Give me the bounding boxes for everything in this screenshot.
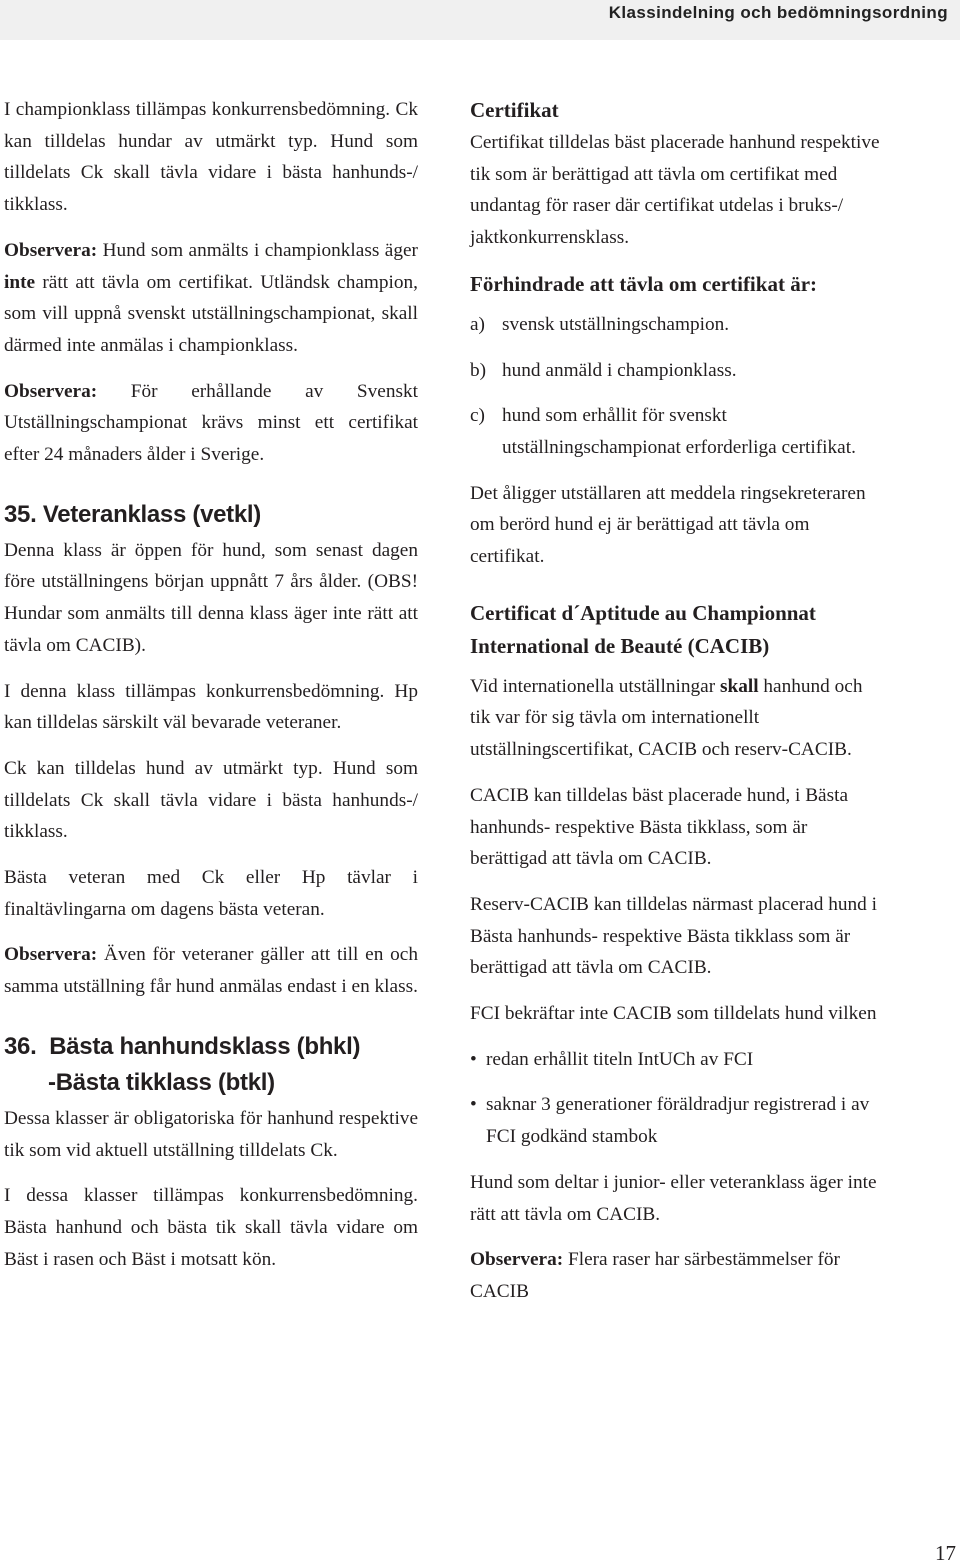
bullet-text: saknar 3 generationer föräldradjur registrerad i av FCI godkänd stambok bbox=[486, 1094, 870, 1148]
bhkl-paragraph-1: Dessa klasser är obligatoriska för hanhund respektive tik som vid aktuell utställning tilldelats Ck. bbox=[4, 1107, 418, 1161]
observera-text-bold: inte bbox=[4, 271, 36, 293]
observera-label: Observera: bbox=[470, 1249, 564, 1271]
observera-text: För erhållande av Svenskt Utställningschampionat krävs minst ett certifikat efter 24 månaders ålder i Sverige. bbox=[4, 380, 418, 466]
fci-bullet-1 bbox=[470, 1044, 882, 1076]
veteran-paragraph-3: Ck kan tilldelas hund av utmärkt typ. Hund som tilldelats Ck skall tävla vidare i bästa hanhunds-/ tikklass. bbox=[4, 757, 418, 843]
page-number: 17 bbox=[935, 1541, 956, 1565]
bullet-icon: • bbox=[470, 1048, 477, 1070]
cacib-heading-line-1: Certificat d´Aptitude au Championnat bbox=[470, 600, 816, 625]
cacib-paragraph-2: CACIB kan tilldelas bäst placerade hund, i Bästa hanhunds- respektive Bästa tikklass, som är berättigad att tävla om CACIB. bbox=[470, 784, 849, 870]
observera-text: Även för veteraner gäller att till en och samma utställning får hund anmälas endast i en klass. bbox=[4, 944, 418, 998]
certifikat-paragraph: Certifikat tilldelas bäst placerade hanhund respektive tik som är berättigad att tävla om certifikat med undantag för raser där certifikat utdelas i bruks-/ jaktkonkurrensklass. bbox=[470, 132, 880, 249]
section-36-heading-line-2: -Bästa tikklass (btkl) bbox=[48, 1068, 275, 1096]
observera-label: Observera: bbox=[4, 380, 98, 402]
observera-text-pre: Hund som anmälts i championklass äger bbox=[102, 239, 418, 261]
cacib-paragraph-1 bbox=[470, 671, 882, 766]
list-marker: b) bbox=[470, 359, 487, 381]
list-marker: a) bbox=[470, 313, 485, 335]
section-36-heading-line-1 bbox=[4, 1029, 418, 1065]
list-marker: c) bbox=[470, 405, 485, 427]
cacib-observera-paragraph bbox=[470, 1244, 882, 1307]
championklass-paragraph: I championklass tillämpas konkurrensbedömning. Ck kan tilldelas hundar av utmärkt typ. Hund som tilldelats Ck skall tävla vidare i bästa hanhunds-/ tikklass. bbox=[4, 99, 418, 216]
prevent-heading: Förhindrade att tävla om certifikat är: bbox=[470, 271, 818, 296]
veteran-paragraph-2: I denna klass tillämpas konkurrensbedömning. Hp kan tilldelas särskilt väl bevarade veteraner. bbox=[4, 680, 418, 734]
veteran-observera-paragraph bbox=[4, 939, 418, 1002]
running-header bbox=[0, 0, 960, 40]
observera-label: Observera: bbox=[4, 239, 98, 261]
list-text: hund anmäld i championklass. bbox=[502, 359, 737, 381]
observera-champion-paragraph bbox=[4, 376, 418, 471]
observera-text-post: rätt att tävla om certifikat. Utländsk champion, som vill uppnå svenskt utställningschampionat, skall därmed inte anmälas i championklass. bbox=[4, 271, 419, 356]
section-36-title: Bästa hanhundsklass (bhkl) bbox=[49, 1032, 361, 1060]
observera-text: Flera raser har särbestämmelser för CACIB bbox=[470, 1249, 840, 1302]
veteran-paragraph-1: Denna klass är öppen för hund, som senast dagen före utställningens början uppnått 7 års ålder. (OBS! Hundar som anmälts till denna klass äger inte rätt att tävla om CACIB). bbox=[4, 539, 418, 656]
section-35-heading: 35. Veteranklass (vetkl) bbox=[4, 500, 261, 528]
fci-bullet-2 bbox=[470, 1089, 882, 1152]
running-header-title: Klassindelning och bedömningsordning bbox=[608, 3, 948, 22]
observera-label: Observera: bbox=[4, 944, 98, 966]
right-column bbox=[470, 94, 882, 1322]
ringsekreterare-paragraph: Det åligger utställaren att meddela ringsekreteraren om berörd hund ej är berättigad att tävla om certifikat. bbox=[470, 482, 866, 568]
prevent-item-a bbox=[470, 309, 882, 341]
cacib-text-post: hanhund och tik var för sig tävla om internationellt utställningscertifikat, CACIB och reserv-CACIB. bbox=[470, 675, 863, 761]
bullet-text: redan erhållit titeln IntUCh av FCI bbox=[486, 1048, 754, 1070]
section-36-heading bbox=[4, 1029, 418, 1101]
cacib-paragraph-3: Reserv-CACIB kan tilldelas närmast placerad hund i Bästa hanhunds- respektive Bästa tikklass som är berättigad att tävla om CACIB. bbox=[470, 893, 877, 979]
certifikat-heading: Certifikat bbox=[470, 98, 559, 122]
cacib-text-pre: Vid internationella utställningar bbox=[470, 675, 716, 697]
fci-paragraph: FCI bekräftar inte CACIB som tilldelats hund vilken bbox=[470, 1003, 877, 1025]
left-column bbox=[4, 94, 418, 1289]
prevent-item-b bbox=[470, 355, 882, 387]
list-text: svensk utställningschampion. bbox=[502, 313, 730, 335]
bhkl-paragraph-2: I dessa klasser tillämpas konkurrensbedömning. Bästa hanhund och bästa tik skall tävla vidare om Bäst i rasen och Bäst i motsatt kön. bbox=[4, 1185, 418, 1270]
veteran-paragraph-4: Bästa veteran med Ck eller Hp tävlar i finaltävlingarna om dagens bästa veteran. bbox=[4, 867, 418, 920]
prevent-item-c bbox=[470, 400, 882, 463]
bullet-icon: • bbox=[470, 1094, 477, 1116]
cacib-heading-line-2: International de Beauté (CACIB) bbox=[470, 633, 770, 658]
junior-paragraph: Hund som deltar i junior- eller veteranklass äger inte rätt att tävla om CACIB. bbox=[470, 1171, 877, 1225]
section-36-number: 36. bbox=[4, 1032, 37, 1060]
list-text: hund som erhållit för svenskt utställningschampionat erforderliga certifikat. bbox=[502, 405, 856, 458]
observera-certifikat-paragraph bbox=[4, 235, 418, 362]
cacib-heading bbox=[470, 597, 882, 663]
cacib-text-bold: skall bbox=[719, 675, 759, 697]
